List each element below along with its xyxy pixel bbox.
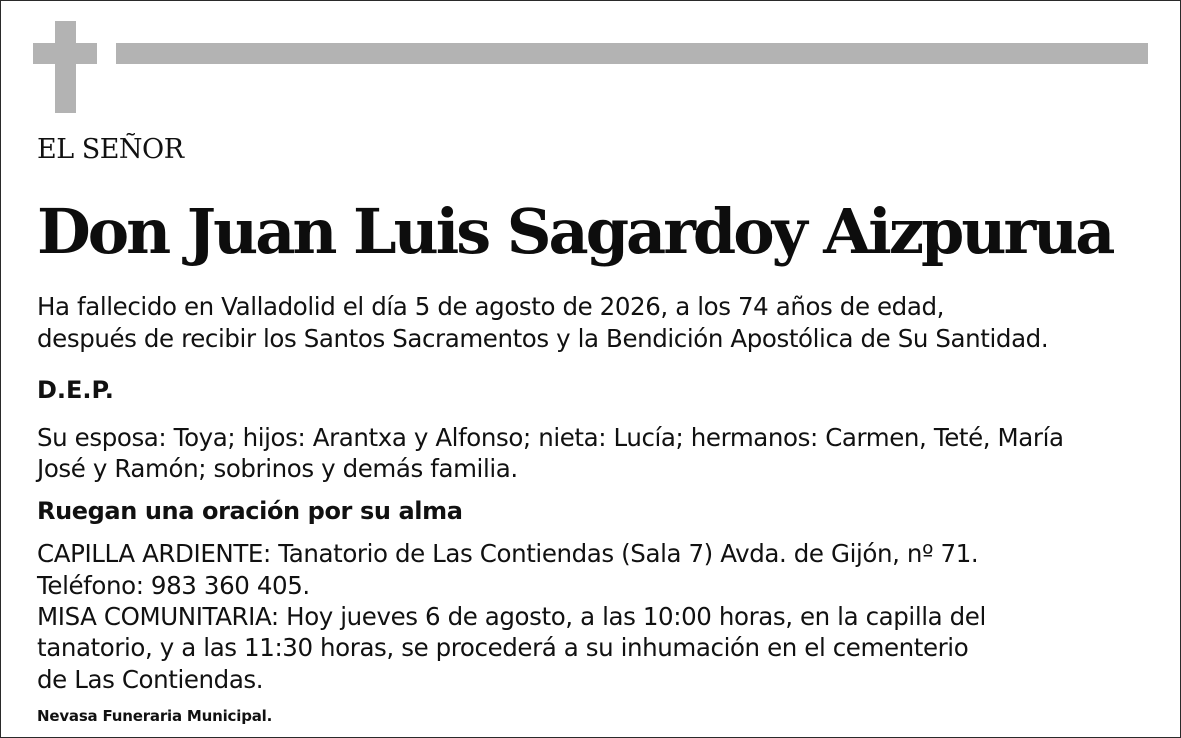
cross-icon-bar: [33, 43, 97, 64]
family-line: José y Ramón; sobrinos y demás familia.: [37, 454, 518, 483]
funeral-home: Nevasa Funeraria Municipal.: [37, 707, 273, 725]
service-line: de Las Contiendas.: [37, 665, 264, 694]
service-line: MISA COMUNITARIA: Hoy jueves 6 de agosto, a las 10:00 horas, en la capilla del: [37, 602, 986, 631]
honorific: EL SEÑOR: [37, 134, 184, 165]
service-line: CAPILLA ARDIENTE: Tanatorio de Las Contiendas (Sala 7) Avda. de Gijón, nº 71.: [37, 539, 979, 568]
prayer-text: Ruegan una oración por su alma: [37, 497, 463, 525]
family-line: Su esposa: Toya; hijos: Arantxa y Alfonso; nieta: Lucía; hermanos: Carmen, Teté, María: [37, 423, 1064, 452]
header-rule: [116, 43, 1148, 64]
deceased-name: Don Juan Luis Sagardoy Aizpurua: [37, 195, 1113, 268]
death-line: después de recibir los Santos Sacramentos y la Bendición Apostólica de Su Santidad.: [37, 324, 1049, 353]
cross-icon: [55, 21, 76, 113]
dep-text: D.E.P.: [37, 376, 114, 404]
service-line: tanatorio, y a las 11:30 horas, se procederá a su inhumación en el cementerio: [37, 633, 969, 662]
service-line: Teléfono: 983 360 405.: [37, 571, 310, 600]
death-line: Ha fallecido en Valladolid el día 5 de agosto de 2026, a los 74 años de edad,: [37, 292, 944, 321]
